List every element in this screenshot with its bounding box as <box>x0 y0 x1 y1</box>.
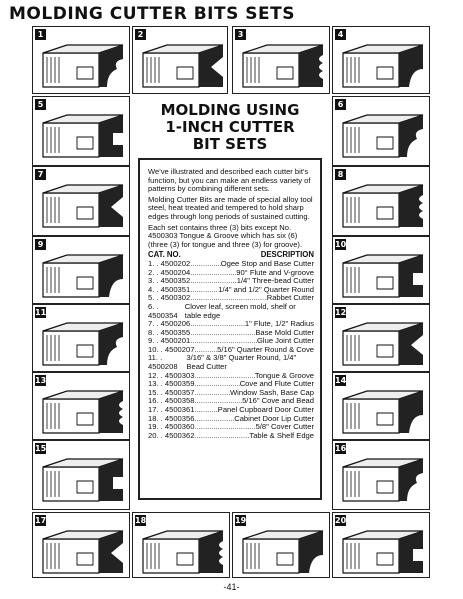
catalog-description: 5/8" Cover Cutter <box>255 422 314 432</box>
illustration-cell-7 <box>32 166 130 236</box>
catalog-description: Base Mold Cutter <box>255 327 314 337</box>
cell-number: 3 <box>235 29 246 40</box>
leader-dots <box>190 320 245 329</box>
cell-number: 2 <box>135 29 146 40</box>
page-number: -41- <box>223 582 240 592</box>
catalog-description: 90° Flute and V-groove <box>236 267 314 277</box>
catalog-description: Ogee Stop and Base Cutter <box>220 258 314 268</box>
panel-title <box>132 102 328 153</box>
leader-dots <box>194 432 249 441</box>
catalog-description: 3/16" & 3/8" Quarter Round, 1/4" Bead Cutter <box>186 353 297 372</box>
catalog-number: 9. . 4500201 <box>148 336 191 346</box>
catalog-description: 5/16" Quarter Round & Cove <box>217 344 314 354</box>
catalog-number: 17. . 4500361 <box>148 405 195 415</box>
illustration-cell-2 <box>132 26 228 94</box>
illustration-cell-14 <box>332 372 430 440</box>
catalog-number: 8. . 4500355 <box>148 327 191 337</box>
illustration-cell-3 <box>232 26 330 94</box>
catalog-description: Panel Cupboard Door Cutter <box>217 405 314 415</box>
cell-number: 15 <box>35 444 47 453</box>
cell-number: 17 <box>35 516 47 525</box>
catalog-description: Cove and Flute Cutter <box>239 379 314 389</box>
cell-number: 12 <box>335 308 347 317</box>
info-box <box>138 158 322 500</box>
cell-number: 10 <box>335 240 347 249</box>
illustration-cell-5 <box>32 96 130 166</box>
leader-dots <box>194 389 230 398</box>
illustration-cell-19 <box>232 512 330 578</box>
illustration-cell-11 <box>32 304 130 372</box>
leader-dots <box>190 260 220 269</box>
catalog-number: 19. . 4500360 <box>148 422 195 432</box>
catalog-number: 15. . 4500357 <box>148 387 195 397</box>
catalog-number: 16. . 4500358 <box>148 396 195 406</box>
catalog-number: 12. . 4500303 <box>148 370 195 380</box>
catalog-number: 5. . 4500302 <box>148 293 191 303</box>
cell-number: 19 <box>235 516 247 525</box>
illustration-cell-16 <box>332 440 430 510</box>
illustration-cell-8 <box>332 166 430 236</box>
cell-number: 9 <box>35 239 46 250</box>
center-panel <box>132 96 328 509</box>
catalog-item <box>148 354 314 371</box>
illustration-cell-9 <box>32 236 130 304</box>
catalog-description: Clover leaf, screen mold, shelf or table edge <box>184 301 296 320</box>
panel-title-line-2: 1-INCH CUTTER <box>165 118 295 136</box>
page-title: MOLDING CUTTER BITS SETS <box>9 4 295 24</box>
material-paragraph: Molding Cutter Bits are made of special alloy tool steel, heat treated and tempered to hold sharp edges through long periods of sustained cutting. <box>148 194 313 221</box>
cell-number: 20 <box>335 516 347 525</box>
catalog-number: 2. . 4500204 <box>148 267 191 277</box>
cell-number: 5 <box>35 99 46 110</box>
cell-number: 7 <box>35 169 46 180</box>
catalog-item <box>148 303 314 320</box>
catalog-item <box>148 432 314 441</box>
illustration-cell-1 <box>32 26 130 94</box>
leader-dots <box>194 415 234 424</box>
illustration-cell-20 <box>332 512 430 578</box>
cell-number: 1 <box>35 29 46 40</box>
leader-dots <box>190 286 218 295</box>
catalog-description: Window Sash, Base Cap <box>230 387 314 397</box>
catalog-description: 1/4" Three-bead Cutter <box>236 276 314 286</box>
catalog-number: 20. . 4500362 <box>148 430 195 440</box>
catalog-description: 5/16" Cove and Bead <box>242 396 314 406</box>
catalog-number: 11. . 4500208 <box>148 353 178 372</box>
cell-number: 13 <box>35 376 47 385</box>
illustration-cell-10 <box>332 236 430 304</box>
leader-dots <box>190 329 255 338</box>
description-header: DESCRIPTION <box>260 250 314 260</box>
catalog-number: 4. . 4500351 <box>148 284 191 294</box>
cell-number: 6 <box>335 99 346 110</box>
catalog-list <box>148 260 314 440</box>
panel-title-line-3: BIT SETS <box>192 135 268 153</box>
catalog-description: Table & Shelf Edge <box>249 430 314 440</box>
leader-dots <box>194 423 255 432</box>
contents-paragraph: Each set contains three (3) bits except No. 4500303 Tongue & Groove which has six (6) (three (3) for tongue and three (3) for groove). <box>148 222 303 249</box>
illustration-cell-6 <box>332 96 430 166</box>
catalog-number: 6. . 4500354 <box>148 301 178 320</box>
illustration-cell-12 <box>332 304 430 372</box>
catalog-description: Rabbet Cutter <box>266 293 314 303</box>
intro-paragraph: We've illustrated and described each cutter bit's function, but you can make an endless variety of patterns by combining different sets. <box>148 167 311 194</box>
catalog-number: 13. . 4500359 <box>148 379 195 389</box>
cell-number: 4 <box>335 29 346 40</box>
catalog-number: 1. . 4500202 <box>148 258 191 268</box>
illustration-cell-15 <box>32 440 130 510</box>
cell-number: 18 <box>135 516 147 525</box>
catalog-number: 18. . 4500356 <box>148 413 195 423</box>
cell-number: 14 <box>335 376 347 385</box>
catalog-description: Cabinet Door Lip Cutter <box>234 413 314 423</box>
panel-title-line-1: MOLDING USING <box>160 101 300 119</box>
cell-number: 11 <box>35 308 47 317</box>
illustration-cell-4 <box>332 26 430 94</box>
catalog-description: Tongue & Groove <box>254 370 314 380</box>
catalog-description: 1/4" and 1/2" Quarter Round <box>218 284 314 294</box>
cat-no-header: CAT. NO. <box>148 250 181 260</box>
catalog-number: 3. . 4500352 <box>148 276 191 286</box>
cell-number: 16 <box>335 444 347 453</box>
illustration-cell-13 <box>32 372 130 440</box>
catalog-number: 10. . 4500207 <box>148 344 195 354</box>
catalog-description: Glue Joint Cutter <box>257 336 314 346</box>
catalog-number: 7. . 4500206 <box>148 319 191 329</box>
catalog-description: 1" Flute, 1/2" Radius <box>244 319 314 329</box>
cell-number: 8 <box>335 169 346 180</box>
leader-dots <box>194 406 217 415</box>
illustration-cell-18 <box>132 512 230 578</box>
illustration-cell-17 <box>32 512 130 578</box>
leader-dots <box>190 269 236 278</box>
